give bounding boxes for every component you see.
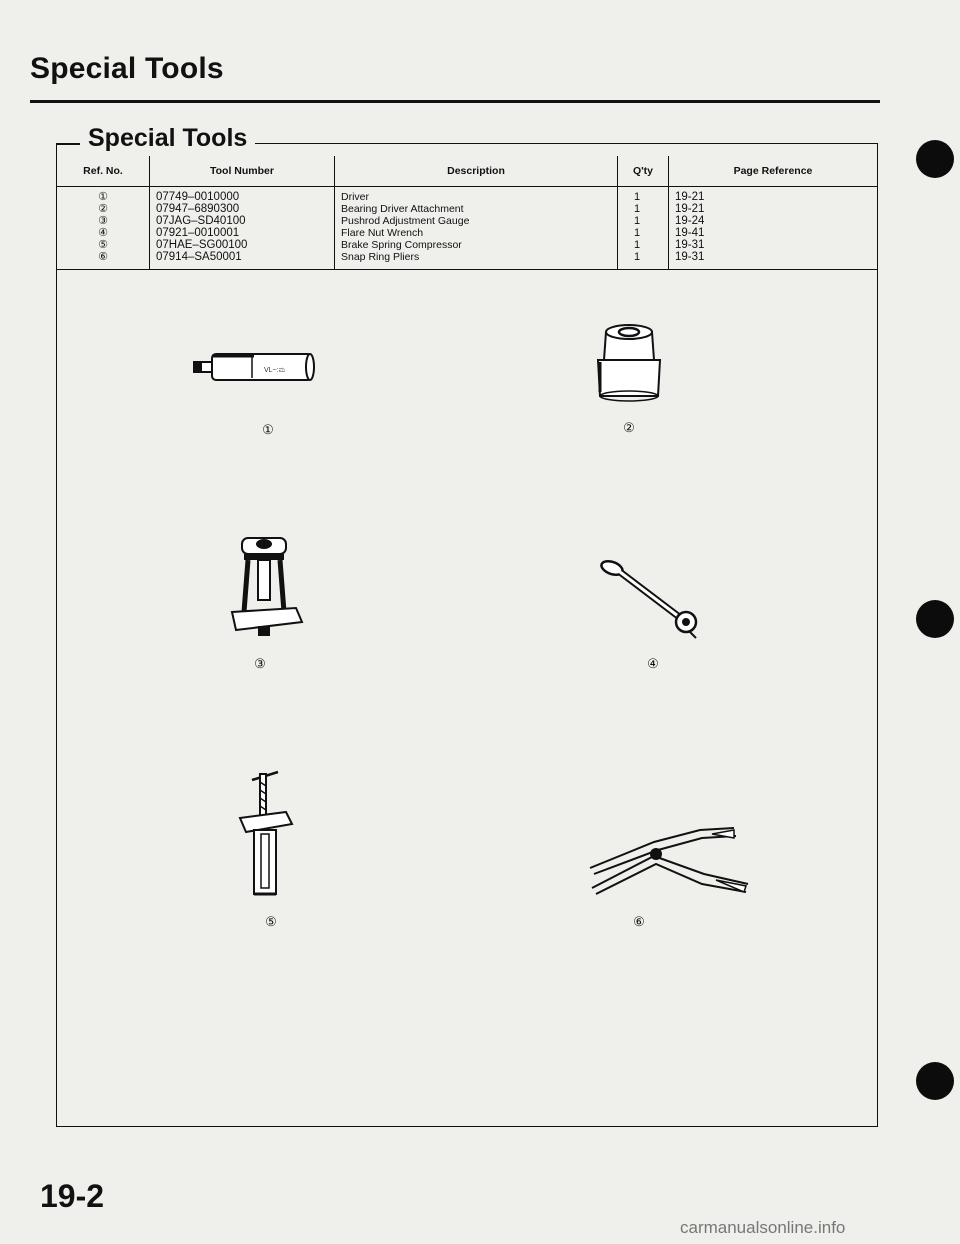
margin-bullet-1 <box>916 140 954 178</box>
tool-qty: 1 <box>634 203 641 215</box>
tool-number: 07749–0010000 <box>156 191 240 203</box>
tool-description: Snap Ring Pliers <box>341 251 420 263</box>
snap-ring-pliers-illustration <box>584 822 760 902</box>
svg-text:VL~:ಮ: VL~:ಮ <box>264 367 286 374</box>
qty-cell <box>618 187 669 270</box>
tools-table <box>57 156 877 270</box>
page-title: Special Tools <box>30 52 224 85</box>
special-tools-frame <box>56 143 878 1127</box>
header-qty: Q'ty <box>618 156 669 187</box>
header-ref: Ref. No. <box>57 156 150 187</box>
tool-qty: 1 <box>634 251 641 263</box>
figure-label: ⑤ <box>265 914 277 929</box>
frame-title-line <box>56 143 80 145</box>
header-description: Description <box>335 156 618 187</box>
pushrod-adjustment-gauge-illustration <box>222 530 308 640</box>
ref-number: ④ <box>98 227 108 239</box>
tool-qty: 1 <box>634 191 641 203</box>
flare-nut-wrench-illustration <box>592 556 710 642</box>
margin-bullet-2 <box>916 600 954 638</box>
figure-label: ③ <box>254 656 266 671</box>
bearing-driver-attachment-illustration <box>594 322 664 402</box>
figure-label: ② <box>623 420 635 435</box>
header-page-reference: Page Reference <box>669 156 878 187</box>
tool-description: Pushrod Adjustment Gauge <box>341 215 470 227</box>
watermark: carmanualsonline.info <box>680 1218 846 1237</box>
description-cell <box>335 187 618 270</box>
tool-number: 07921–0010001 <box>156 227 240 239</box>
header-tool-number: Tool Number <box>150 156 335 187</box>
tool-number: 07HAE–SG00100 <box>156 239 248 251</box>
table-row <box>57 187 877 270</box>
section-title: Special Tools <box>80 124 255 153</box>
figure-label: ⑥ <box>633 914 645 929</box>
ref-number: ⑤ <box>98 239 108 251</box>
brake-spring-compressor-illustration <box>234 768 298 908</box>
page-reference: 19-21 <box>675 191 705 203</box>
page-reference: 19-24 <box>675 215 705 227</box>
table-header-row <box>57 156 877 187</box>
ref-number: ③ <box>98 215 108 227</box>
figure-label: ④ <box>647 656 659 671</box>
page-reference: 19-31 <box>675 239 705 251</box>
tool-number: 07914–SA50001 <box>156 251 242 263</box>
title-rule <box>30 100 880 103</box>
tool-description: Flare Nut Wrench <box>341 227 424 239</box>
ref-number: ② <box>98 203 108 215</box>
tool-qty: 1 <box>634 239 641 251</box>
figure-label: ① <box>262 422 274 437</box>
tool-number: 07947–6890300 <box>156 203 240 215</box>
ref-cell <box>57 187 150 270</box>
tool-qty: 1 <box>634 215 641 227</box>
driver-tool-illustration <box>192 342 322 392</box>
tool-qty: 1 <box>634 227 641 239</box>
page-number: 19-2 <box>40 1178 105 1214</box>
tool-description: Bearing Driver Attachment <box>341 203 464 215</box>
ref-number: ⑥ <box>98 251 108 263</box>
page-reference: 19-41 <box>675 227 705 239</box>
tool-number: 07JAG–SD40100 <box>156 215 246 227</box>
tool-number-cell <box>150 187 335 270</box>
ref-number: ① <box>98 191 108 203</box>
margin-bullet-3 <box>916 1062 954 1100</box>
page-reference: 19-31 <box>675 251 705 263</box>
tool-description: Brake Spring Compressor <box>341 239 462 251</box>
page-reference: 19-21 <box>675 203 705 215</box>
page-reference-cell <box>669 187 878 270</box>
tool-description: Driver <box>341 191 369 203</box>
